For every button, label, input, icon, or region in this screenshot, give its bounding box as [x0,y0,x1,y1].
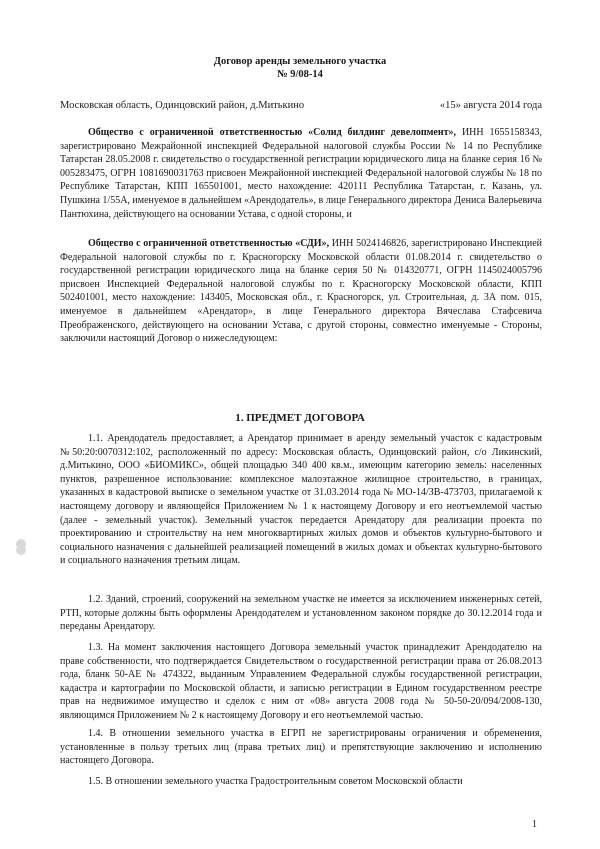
party-lessee-paragraph [60,237,542,346]
page-number: 1 [532,819,537,830]
clause-1-1: 1.1. Арендодатель предоставляет, а Арендатор принимает в аренду земельный участок с кадастровым №50:20:0070312:102, расположенный по адресу: Московская область, Одинцовский район, с/о Ликинский, д.Митькино, ООО «БИОМИКС», общей площадью 340 400 кв.м., имеющим категорию земель: населенных пунктов, разрешенное использование: комплексное малоэтажное жилищное строительство, в границах, указанных в кадастровой выписке о земельном участке от 31.03.2014 года № МО-14/ЗВ-473703, прилагаемой к настоящему договору и являющейся Приложением № 1 к настоящему Договору и его неотъемлемой частью (далее - земельный участок). Земельный участок передается Арендатору для реализации проекта по проектированию и строительству на нем многоквартирных жилых домов и объектов культурно-бытового и социального назначения с дальнейшей реализацией помещений в жилых домах и объектах культурно-бытового и социального назначения третьим лицам. [60,433,542,567]
party-lessor-paragraph [60,126,542,221]
section-heading: 1. ПРЕДМЕТ ДОГОВОРА [235,412,365,424]
lessor-details: ИНН 1655158343, зарегистрировано Межрайонной инспекцией Федеральной налоговой службы России № 14 по Республике Татарстан 28.05.2008 г. свидетельство о государственной регистрации юридического лица на бланке серия 16 № 005283475, ОГРН 1081690031763 присвоен Межрайонной инспекцией Федеральной налоговой службы № 18 по Республике Татарстан, КПП 165501001, место нахождение: 420111 Республика Татарстан, г. Казань, ул. Пушкина 1/55А, именуемое в дальнейшем «Арендодатель», в лице Генерального директора Дениса Валерьевича Пантюхина, действующего на основании Устава, с одной стороны, и [60,127,542,220]
lessee-details: ИНН 5024146826, зарегистрировано Инспекцией Федеральной налоговой службы по г. Красногорску Московской области 01.08.2014 г. свидетельство о государственной регистрации юридического лица на бланке серия 50 № 014320771, ОГРН 1145024005796 присвоен Инспекцией Федеральной налоговой службы по г. Красногорску Московской области, КПП 502401001, место нахождение: 143405, Московская обл., г. Красногорск, ул. Строительная, д. 3А пом. 015, именуемое в дальнейшем «Арендатор», в лице Генерального директора Вячеслава Стафсевича Преображенского, действующего на основании Устава, с другой стороны, совместно именуемые - Стороны, заключили настоящий Договор о нижеследующем: [60,238,542,345]
clause-1-3: 1.3. На момент заключения настоящего Договора земельный участок принадлежит Арендодателю на праве собственности, что подтверждается Свидетельством о государственной регистрации права от 26.08.2013 года, бланк 50-АЕ № 474322, выданным Управлением Федеральной службы государственной регистрации, кадастра и картографии по Московской области, и записью регистрации в Едином государственном реестре прав на недвижимое имущество и сделок с ним от «08» августа 2008 года № 50-50-20/094/2008-130, являющимся Приложением № 2 к настоящему Договору и его неотъемлемой частью. [60,642,542,721]
document-number: № 9/08-14 [277,69,323,80]
punch-hole-mark [16,545,26,555]
lessor-name: Общество с ограниченной ответственностью «Солид билдинг девелопмент», [88,127,457,138]
clause-1-5: 1.5. В отношении земельного участка Градостроительным советом Московской области [88,776,463,787]
contract-date: «15» августа 2014 года [439,100,542,111]
place-date-line [60,99,542,112]
document-title: Договор аренды земельного участка [213,56,387,67]
clause-1-2: 1.2. Зданий, строений, сооружений на земельном участке не имеется за исключением инженерных сетей, РТП, которые должны быть оформлены Арендодателем и установленном законом порядке до 30.12.2014 года и переданы Арендатору. [60,594,542,633]
place: Московская область, Одинцовский район, д.Митькино [60,100,305,111]
clause-1-4: 1.4. В отношении земельного участка в ЕГРП не зарегистрированы ограничения и обременения, установленные в пользу третьих лиц (права третьих лиц) и препятствующие заключению и исполнению настоящего Договора. [60,728,542,767]
lessee-name: Общество с ограниченной ответственностью «СДИ», [88,238,330,249]
